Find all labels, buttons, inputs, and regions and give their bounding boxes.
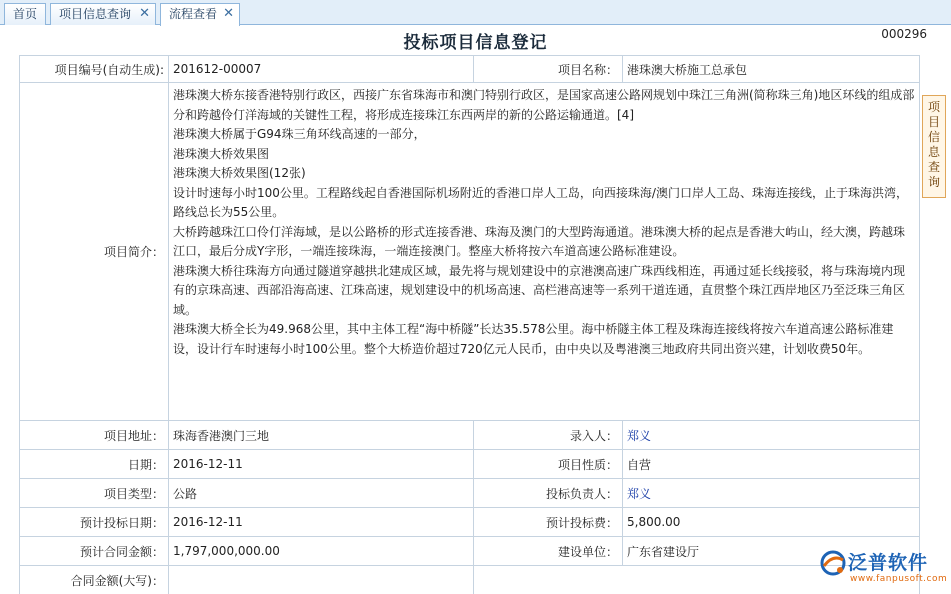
- project-intro-label: 项目简介：: [20, 83, 169, 421]
- tab-project-query[interactable]: [50, 3, 156, 25]
- intro-paragraph: 设计时速每小时100公里。工程路线起自香港国际机场附近的香港口岸人工岛，向西接珠海/澳门口岸人工岛、珠海连接线，止于珠海洪湾，路线总长为55公里。: [173, 185, 908, 219]
- tab-home-label: 首页: [13, 7, 38, 21]
- intro-paragraph: 港珠澳大桥东接香港特别行政区，西接广东省珠海市和澳门特别行政区，是国家高速公路网规划中珠江三角洲(简称珠三角)地区环线的组成部分和跨越伶仃洋海域的关键性工程，将形成连接珠江东西两岸的新的公路运输通道。[4]: [173, 88, 915, 122]
- intro-paragraph: 港珠澳大桥属于G94珠三角环线高速的一部分，: [173, 127, 426, 141]
- side-tab-char: 息: [927, 145, 940, 159]
- nature-value: 自营: [623, 450, 920, 479]
- form-row: [20, 421, 920, 450]
- amount-upper-label: 合同金额(大写)：: [20, 566, 169, 594]
- intro-paragraph: 港珠澳大桥往珠海方向通过隧道穿越拱北建成区域，最先将与规划建设中的京港澳高速广珠西线相连，再通过延长线接驳，将与珠海境内现有的京珠高速、西部沿海高速、江珠高速，规划建设中的机场高速、高栏港高速等一系列干道连通，直贯整个珠江西岸地区乃至泛珠三角区域。: [173, 263, 906, 317]
- contract-amount-label: 预计合同金额：: [20, 537, 169, 566]
- project-query-side-tab[interactable]: [922, 95, 946, 198]
- project-code-value: 201612-00007: [169, 56, 474, 83]
- bid-date-label: 预计投标日期：: [20, 508, 169, 537]
- nature-label: 项目性质：: [474, 450, 623, 479]
- builder-value: 广东省建设厅: [623, 537, 920, 566]
- close-icon[interactable]: ✕: [223, 6, 234, 21]
- address-label: 项目地址：: [20, 421, 169, 450]
- form-row: [20, 56, 920, 83]
- contract-amount-value: 1,797,000,000.00: [169, 537, 474, 566]
- intro-paragraph: 大桥跨越珠江口伶仃洋海域，是以公路桥的形式连接香港、珠海及澳门的大型跨海通道。港珠澳大桥的起点是香港大屿山，经大澳，跨越珠江口，最后分成Y字形，一端连接珠海，一端连接澳门。整座大桥将按六车道高速公路标准建设。: [173, 224, 906, 258]
- logo-brand-text: 泛普软件: [848, 552, 929, 574]
- bid-owner-label: 投标负责人：: [474, 479, 623, 508]
- logo-mark-icon: [820, 550, 846, 576]
- form-row: [20, 566, 920, 594]
- tab-home[interactable]: [4, 3, 46, 25]
- tab-project-query-label: 项目信息查询: [59, 7, 132, 21]
- amount-upper-value: [169, 566, 474, 594]
- entry-person-value[interactable]: 郑义: [623, 421, 920, 450]
- side-tab-char: 询: [927, 175, 940, 189]
- address-value: 珠海香港澳门三地: [169, 421, 474, 450]
- tab-process-view-label: 流程查看: [169, 7, 218, 21]
- side-tab-char: 项: [927, 100, 940, 114]
- close-icon[interactable]: ✕: [139, 6, 150, 21]
- side-tab-char: 目: [927, 115, 940, 129]
- project-intro-value: [169, 83, 920, 421]
- page-title: 投标项目信息登记: [403, 33, 548, 53]
- bid-fee-value: 5,800.00: [623, 508, 920, 537]
- logo-url-text: www.fanpusoft.com: [850, 574, 948, 584]
- project-code-label: 项目编号(自动生成):: [20, 56, 169, 83]
- type-label: 项目类型：: [20, 479, 169, 508]
- intro-paragraph: 港珠澳大桥效果图: [173, 146, 270, 161]
- bid-fee-label: 预计投标费：: [474, 508, 623, 537]
- bid-owner-value[interactable]: 郑义: [623, 479, 920, 508]
- form-row: [20, 450, 920, 479]
- form-row: [20, 479, 920, 508]
- bid-date-value: 2016-12-11: [169, 508, 474, 537]
- entry-person-label: 录入人：: [474, 421, 623, 450]
- side-tab-char: 信: [927, 130, 940, 144]
- intro-paragraph: 港珠澳大桥效果图(12张): [173, 166, 306, 180]
- form-row: [20, 537, 920, 566]
- date-value: 2016-12-11: [169, 450, 474, 479]
- builder-label: 建设单位：: [474, 537, 623, 566]
- tab-process-view[interactable]: [160, 3, 240, 26]
- date-label: 日期：: [20, 450, 169, 479]
- tab-bar: [0, 0, 951, 25]
- type-value: 公路: [169, 479, 474, 508]
- project-name-value: 港珠澳大桥施工总承包: [623, 56, 920, 83]
- side-tab-char: 查: [927, 160, 940, 174]
- form-row: [20, 508, 920, 537]
- intro-paragraph: 港珠澳大桥全长为49.968公里，其中主体工程“海中桥隧”长达35.578公里。海中桥隧主体工程及珠海连接线将按六车道高速公路标准建设，设计行车时速每小时100公里。整个大桥造价超过720亿元人民币，由中央以及粤港澳三地政府共同出资兴建，计划收费50年。: [173, 322, 894, 356]
- form-row: [20, 83, 920, 421]
- project-form: [19, 55, 920, 594]
- brand-logo: [820, 548, 948, 588]
- document-number: 000296: [881, 27, 927, 41]
- project-name-label: 项目名称：: [474, 56, 623, 83]
